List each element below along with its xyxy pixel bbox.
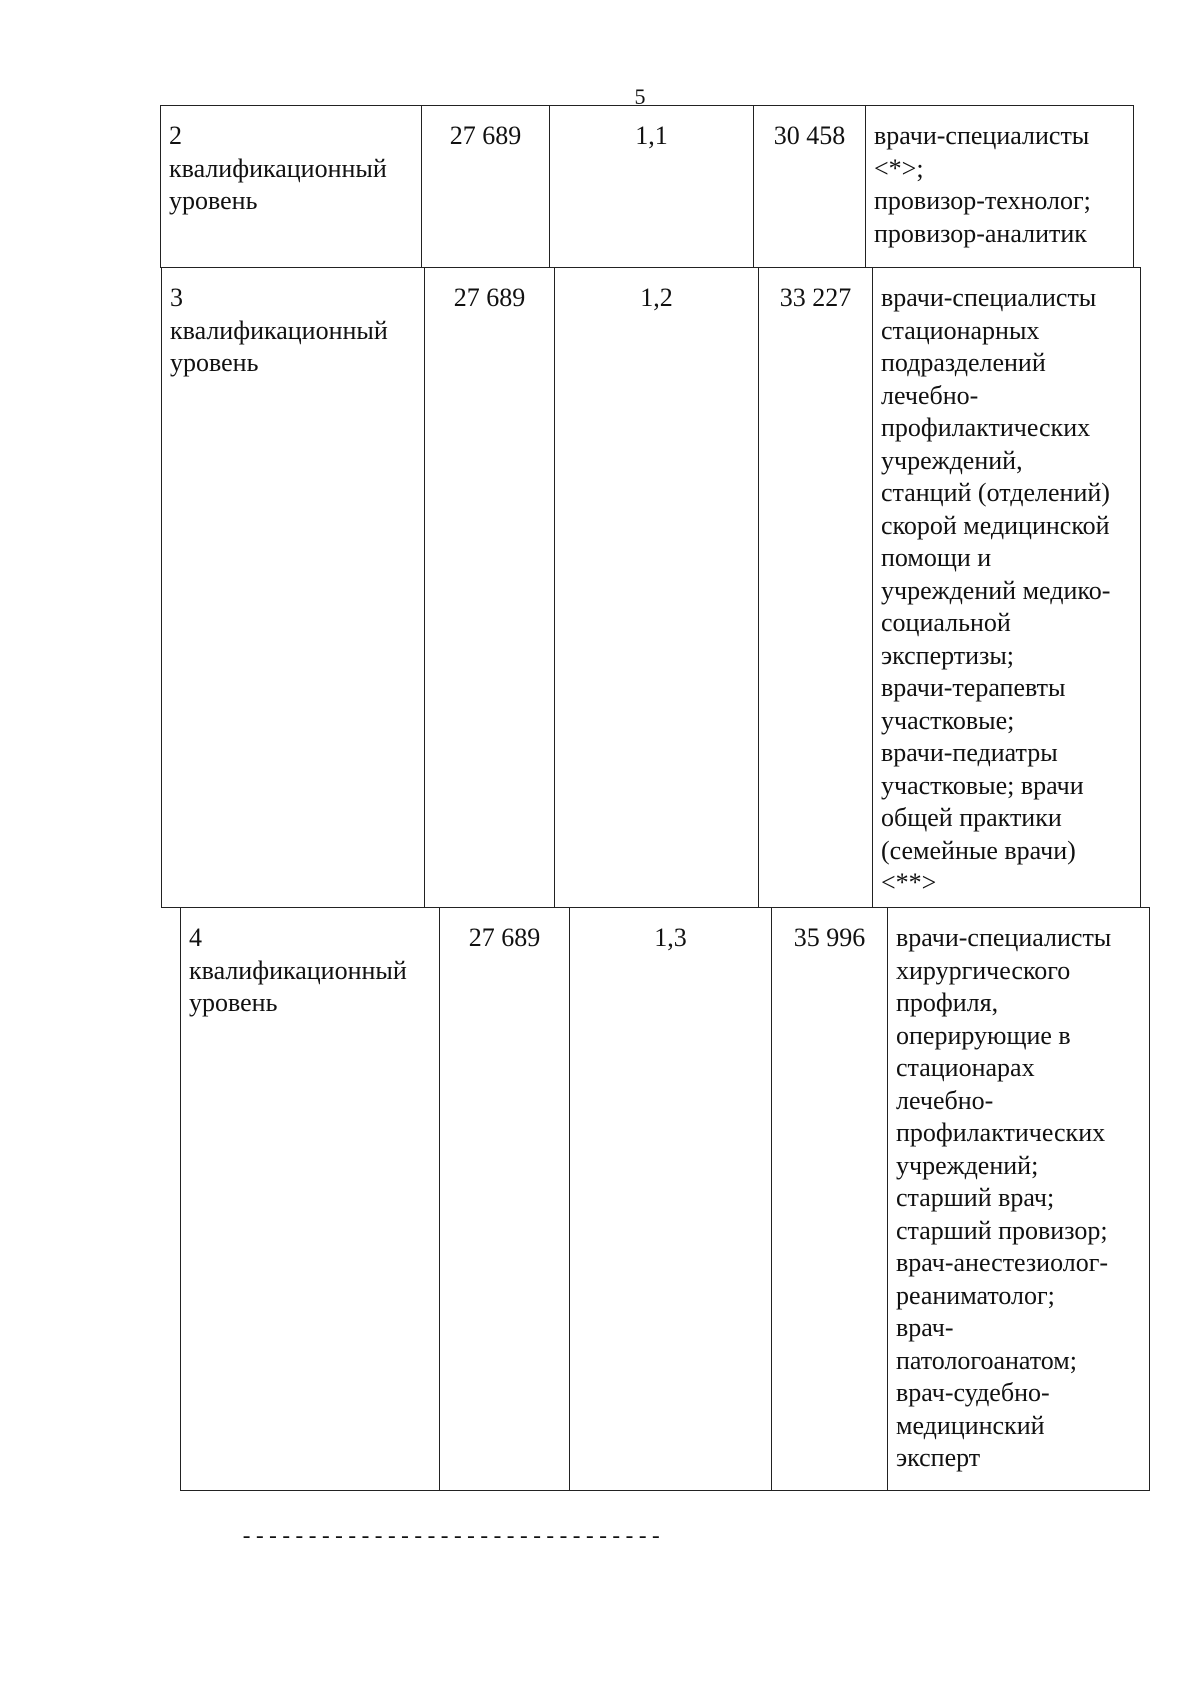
base-salary-cell	[439, 908, 569, 1490]
position-line: врачи-терапевты	[881, 673, 1066, 702]
level-number: 3	[170, 283, 183, 312]
position-line: врачи-педиатры	[881, 738, 1058, 767]
level-label: квалификационный	[170, 315, 388, 345]
coefficient-cell	[569, 908, 771, 1490]
position-line: врач-анестезиолог-	[896, 1248, 1109, 1277]
base-salary: 27 689	[449, 121, 522, 150]
positions-cell	[887, 908, 1149, 1490]
position-line: провизор-аналитик	[874, 218, 1087, 248]
table-row	[160, 105, 1134, 268]
position-line: экспертизы;	[881, 640, 1015, 670]
total-salary: 30 458	[773, 121, 846, 150]
position-line: участковые; врачи	[881, 770, 1084, 800]
positions-cell	[865, 106, 1133, 267]
level-number: 2	[169, 121, 182, 150]
table-row	[180, 907, 1150, 1491]
total-salary-cell	[771, 908, 887, 1490]
position-line: <*>;	[874, 153, 924, 183]
page-number: 5	[634, 84, 646, 109]
position-line: общей практики	[881, 803, 1062, 832]
base-salary-cell	[421, 106, 549, 267]
coefficient: 1,1	[635, 121, 668, 150]
position-line: стационарных	[881, 315, 1040, 345]
footnote-separator: --------------------------------	[240, 1525, 663, 1550]
total-salary: 33 227	[779, 283, 852, 312]
level-label: квалификационный	[169, 153, 387, 183]
position-line: эксперт	[896, 1443, 981, 1472]
coefficient-cell	[554, 268, 758, 907]
position-line: стационарах	[896, 1053, 1035, 1082]
position-line: помощи и	[881, 543, 992, 572]
level-label: квалификационный	[189, 955, 407, 985]
position-line: учреждений;	[896, 1150, 1039, 1180]
position-line: скорой медицинской	[881, 510, 1110, 540]
position-line: лечебно-	[881, 380, 979, 410]
position-line: учреждений,	[881, 445, 1023, 475]
position-line: учреждений медико-	[881, 575, 1111, 605]
position-line: профилактических	[881, 413, 1091, 442]
coefficient-cell	[549, 106, 753, 267]
table-row	[161, 267, 1141, 908]
position-line: старший провизор;	[896, 1215, 1108, 1245]
base-salary: 27 689	[468, 923, 541, 952]
position-line: социальной	[881, 608, 1011, 637]
position-line: медицинский	[896, 1410, 1045, 1440]
position-line: реаниматолог;	[896, 1280, 1055, 1310]
positions-cell	[872, 268, 1140, 907]
base-salary-cell	[424, 268, 554, 907]
position-line: <**>	[881, 868, 937, 897]
position-line: врачи-специалисты	[874, 121, 1090, 150]
position-line: участковые;	[881, 705, 1015, 735]
position-line: станций (отделений)	[881, 478, 1110, 507]
position-line: профилактических	[896, 1118, 1106, 1147]
position-line: подразделений	[881, 348, 1046, 377]
position-line: лечебно-	[896, 1085, 994, 1115]
coefficient: 1,2	[640, 283, 673, 312]
position-line: хирургического	[896, 955, 1071, 985]
position-line: старший врач;	[896, 1183, 1055, 1212]
level-cell	[162, 268, 424, 907]
total-salary-cell	[753, 106, 865, 267]
level-suffix: уровень	[189, 988, 278, 1017]
position-line: врач-	[896, 1313, 954, 1342]
level-cell	[161, 106, 421, 267]
level-suffix: уровень	[170, 348, 259, 377]
level-suffix: уровень	[169, 186, 258, 215]
total-salary-cell	[758, 268, 872, 907]
position-line: (семейные врачи)	[881, 835, 1076, 865]
position-line: врачи-специалисты	[881, 283, 1097, 312]
coefficient: 1,3	[654, 923, 687, 952]
total-salary: 35 996	[793, 923, 866, 952]
level-cell	[181, 908, 439, 1490]
position-line: патологоанатом;	[896, 1345, 1077, 1375]
position-line: профиля,	[896, 988, 999, 1017]
level-number: 4	[189, 923, 202, 952]
position-line: оперирующие в	[896, 1020, 1071, 1050]
position-line: врачи-специалисты	[896, 923, 1112, 952]
base-salary: 27 689	[453, 283, 526, 312]
position-line: врач-судебно-	[896, 1378, 1050, 1407]
position-line: провизор-технолог;	[874, 186, 1091, 215]
